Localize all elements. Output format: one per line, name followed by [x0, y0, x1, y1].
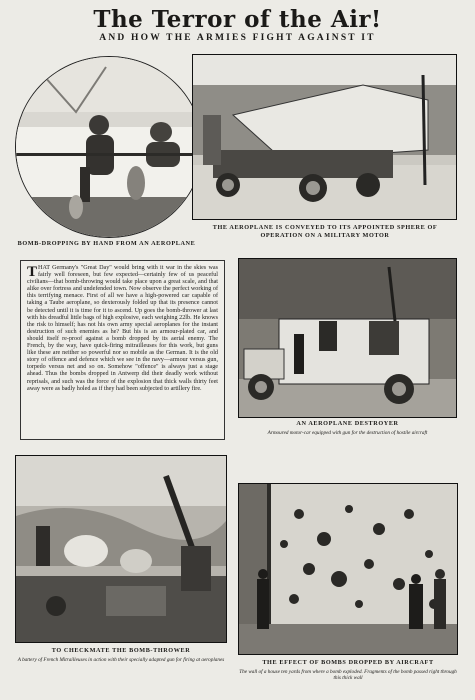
caption-conveyed: THE AEROPLANE IS CONVEYED TO ITS APPOINTED SPHERE OF OPERATION ON A MILITARY MOTOR: [212, 224, 438, 239]
caption-destroyer-sub: Armoured motor-car equipped with gun for the destruction of hostile aircraft: [267, 430, 428, 436]
caption-effect-title: THE EFFECT OF BOMBS DROPPED BY AIRCRAFT: [262, 659, 434, 666]
photo-aeroplane-destroyer: [238, 258, 457, 418]
aeroplane-motor-illustration: [193, 55, 456, 219]
photo-bomb-dropping: [15, 56, 203, 238]
article-body: HAT Germany's "Great Day" would bring with it war in the skies was fairly well foreseen, but few expected—certainly few of us peaceful civilians—that bomb-throwing would take place upon a great scale, and that alike over fortress and undefended town. Now observe the perfect working of this terrifying menace. First of all we have a high-powered car capable of taking a Taube aeroplane, so dexterously folded up that its presence cannot be detected until it is time for it to ascend. Up goes the bomb-thrower at last with his dreadful little bags of high explosive, each weighing 22lb. He knows the risk to himself; has not his own army special aeroplanes for the instant destruction of such enemies as he? But his is an armour-plated car, and should itself re-proof against a bomb dropped by its aerial enemy. The French, by the way, have quick-firing mitrailleuses for this work, but guns like these are neither so powerful nor so mobile as the German. It is the old story of offence and defence which we see in the navy—armour versus gun, torpedo versus net and so on. Somehow "offence" is always just a stage ahead. Thus the bombs dropped in Antwerp did their deadly work without reprisals, and such was the force of the explosion that thick walls thirty feet away were as badly holed as if they had been subjected to artillery fire.: [27, 265, 218, 392]
photo-checkmate: [15, 455, 227, 643]
page-title: The Terror of the Air!: [93, 6, 382, 33]
article-text-box: [20, 260, 225, 440]
caption-destroyer-title: AN AEROPLANE DESTROYER: [296, 420, 399, 427]
photo-aeroplane-conveyed: [192, 54, 457, 220]
mitrailleuse-illustration: [16, 456, 226, 642]
damaged-wall-illustration: [239, 484, 457, 654]
caption-checkmate-title: TO CHECKMATE THE BOMB-THROWER: [51, 647, 191, 654]
article-dropcap: T: [27, 264, 38, 280]
caption-checkmate-sub: A battery of French Mitrailleuses in action with their specially adapted gun for firing at aeroplanes: [17, 657, 225, 663]
armoured-car-illustration: [239, 259, 456, 417]
caption-bomb-dropping: BOMB-DROPPING BY HAND FROM AN AEROPLANE: [17, 240, 196, 247]
caption-effect-sub: The wall of a house ten yards from where a bomb exploded. Fragments of the bomb passed right through this thick wall: [239, 669, 457, 682]
bomb-dropping-illustration: [16, 57, 202, 237]
photo-bomb-effect: [238, 483, 458, 655]
page-subtitle: AND HOW THE ARMIES FIGHT AGAINST IT: [99, 33, 376, 43]
